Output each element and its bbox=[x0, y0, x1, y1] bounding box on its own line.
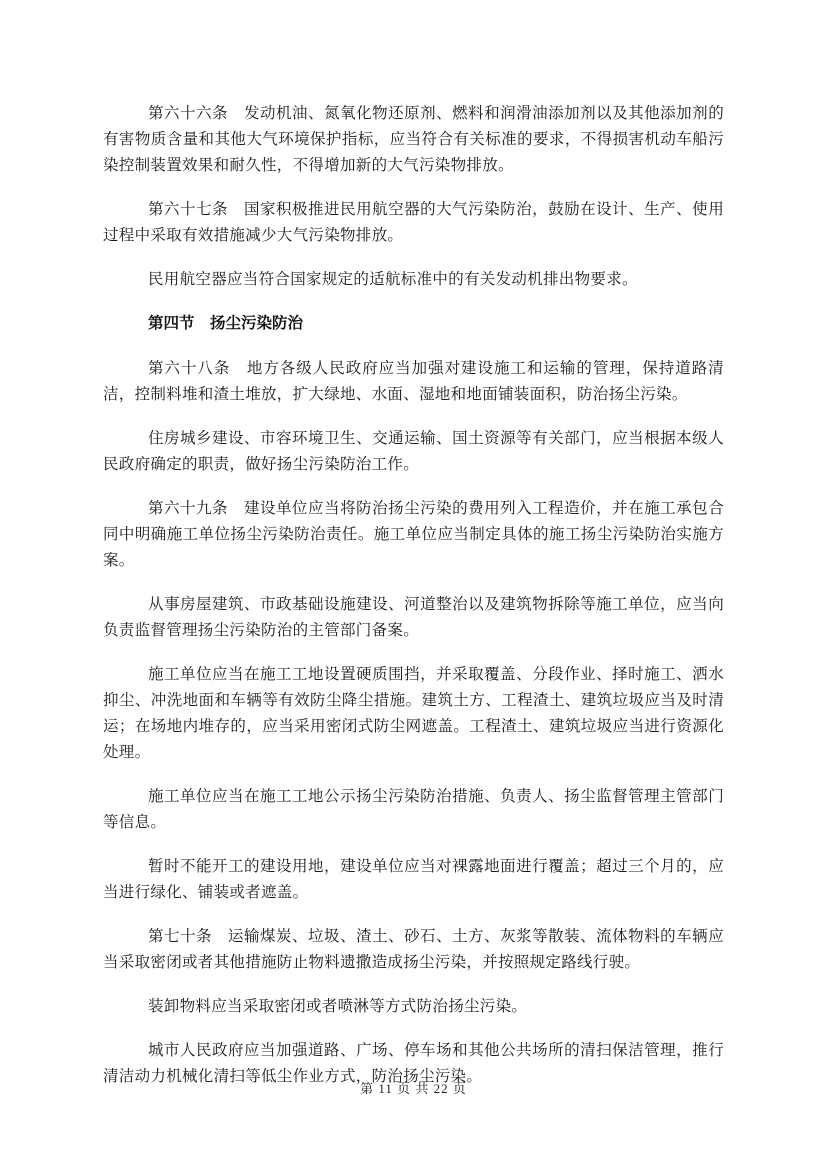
article-68-clause-2: 住房城乡建设、市容环境卫生、交通运输、国土资源等有关部门，应当根据本级人民政府确定的职责，做好扬尘污染防治工作。 bbox=[103, 430, 724, 473]
article-67-clause-2: 民用航空器应当符合国家规定的适航标准中的有关发动机排出物要求。 bbox=[148, 271, 638, 288]
article-70-clause-2: 装卸物料应当采取密闭或者喷淋等方式防治扬尘污染。 bbox=[148, 998, 528, 1015]
page-footer bbox=[0, 1080, 827, 1098]
article-69-paragraph: 第六十九条 建设单位应当将防治扬尘污染的费用列入工程造价，并在施工承包合同中明确施工单位扬尘污染防治责任。施工单位应当制定具体的施工扬尘污染防治实施方案。 bbox=[103, 500, 724, 569]
article-69-clause-3: 施工单位应当在施工工地设置硬质围挡，并采取覆盖、分段作业、择时施工、洒水抑尘、冲洗地面和车辆等有效防尘降尘措施。建筑土方、工程渣土、建筑垃圾应当及时清运；在场地内堆存的，应当采用密闭式防尘网遮盖。工程渣土、建筑垃圾应当进行资源化处理。 bbox=[103, 666, 724, 761]
document-body bbox=[103, 101, 724, 1108]
article-69-clause-5: 暂时不能开工的建设用地，建设单位应当对裸露地面进行覆盖；超过三个月的，应当进行绿化、铺装或者遮盖。 bbox=[103, 858, 724, 901]
article-67-paragraph: 第六十七条 国家积极推进民用航空器的大气污染防治，鼓励在设计、生产、使用过程中采取有效措施减少大气污染物排放。 bbox=[103, 201, 724, 244]
article-69-clause-2: 从事房屋建筑、市政基础设施建设、河道整治以及建筑物拆除等施工单位，应当向负责监督管理扬尘污染防治的主管部门备案。 bbox=[103, 596, 724, 639]
article-70-clause-3: 城市人民政府应当加强道路、广场、停车场和其他公共场所的清扫保洁管理，推行清洁动力机械化清扫等低尘作业方式，防治扬尘污染。 bbox=[103, 1042, 724, 1085]
article-70-paragraph: 第七十条 运输煤炭、垃圾、渣土、砂石、土方、灰浆等散装、流体物料的车辆应当采取密闭或者其他措施防止物料遗撒造成扬尘污染，并按照规定路线行驶。 bbox=[103, 928, 724, 971]
article-69-clause-4: 施工单位应当在施工工地公示扬尘污染防治措施、负责人、扬尘监督管理主管部门等信息。 bbox=[103, 788, 724, 831]
article-66-paragraph: 第六十六条 发动机油、氮氧化物还原剂、燃料和润滑油添加剂以及其他添加剂的有害物质含量和其他大气环境保护指标，应当符合有关标准的要求，不得损害机动车船污染控制装置效果和耐久性，不得增加新的大气污染物排放。 bbox=[103, 105, 724, 174]
page-number-label: 第 11 页 共 22 页 bbox=[360, 1081, 467, 1096]
article-68-paragraph: 第六十八条 地方各级人民政府应当加强对建设施工和运输的管理，保持道路清洁，控制料堆和渣土堆放，扩大绿地、水面、湿地和地面铺装面积，防治扬尘污染。 bbox=[103, 360, 724, 403]
section-4-heading: 第四节 扬尘污染防治 bbox=[148, 315, 304, 332]
